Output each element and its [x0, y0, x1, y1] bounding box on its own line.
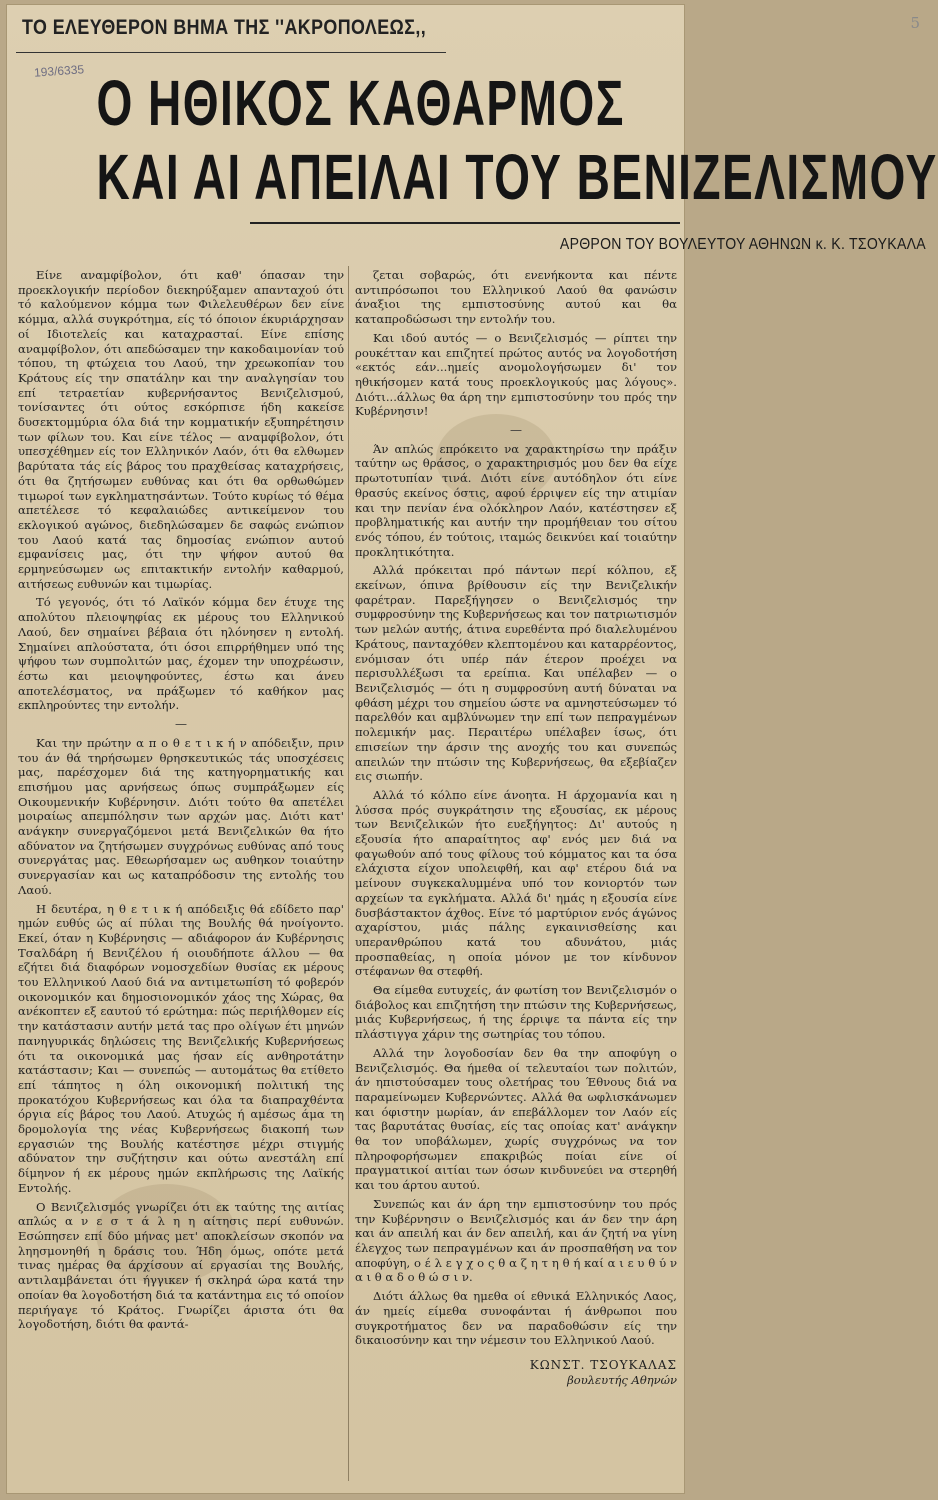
- section-kicker: ΤΟ ΕΛΕΥΘΕΡΟΝ ΒΗΜΑ ΤΗΣ ''ΑΚΡΟΠΟΛΕΩΣ,,: [22, 16, 427, 39]
- headline-line-2: ΚΑΙ ΑΙ ΑΠΕΙΛΑΙ ΤΟΥ ΒΕΝΙΖΕΛΙΣΜΟΥ: [96, 141, 938, 213]
- headline-rule: [250, 222, 680, 224]
- paragraph: Αλλά την λογοδοσίαν δεν θα την αποφύγη ο Βενιζελισμός. Θα ήμεθα οί τελευταίοι των πολιτών, άν ηπιστούσαμεν τους ολετήρας του Έθνους διά να παραμείνωμεν Κυβερνώντες. Αλλά θα ωφλισκάνωμεν και όφιστην μωρίαν, άν επεβάλλομεν τον Λαόν είς τας βαρυτάτας θυσίας, είς τας οποίας κατ' ανάγκην θα τον υποβάλωμεν, χωρίς συγχρόνως να τον πληροφορήσωμεν επακριβώς ποίαι είνε οί πραγματικοί αιτίαι των όσων κινδυνεύει να στερηθή και του άρτου αυτού.: [355, 1045, 677, 1193]
- paragraph: Ο Βενιζελισμός γνωρίζει ότι εκ ταύτης της αιτίας απλώς α ν ε σ τ ά λ η η αίτησις περί ευθυνών. Εσώπησεν επί δύο μήνας μετ' αποκλείσων σκοπόν να ληησμονηθή η δράσις του. Ήδη όμως, οπότε μετά τινας ημέρας θα άρχίσουν αί εργασίαι της Βουλής, αντιλαμβάνεται ότι ήγγικεν ή σκληρά ώρα κατά την οποίαν θα λογοδοτήση διά τα κατάντημα εις τό οποίον περιήγαγε τό Κράτος. Γνωρίζει άριστα ότι θα λογοδοτήση, διότι θα φαντά-: [18, 1199, 344, 1332]
- page-number: 5: [910, 14, 920, 32]
- section-separator: —: [175, 717, 187, 732]
- column-divider: [348, 266, 349, 1481]
- section-separator: —: [510, 423, 522, 438]
- kicker-underline: [16, 52, 446, 53]
- paragraph: Θα είμεθα ευτυχείς, άν φωτίση τον Βενιζελισμόν ο διάβολος και επιζητήση την πτώσιν της Κυβερνήσεως, μιάς Κυβερνήσεως, ή της έρριψε τα πάντα είς την πλάστιγγα χάριν της σωτηρίας του τόπου.: [355, 983, 677, 1042]
- byline: ΑΡΘΡΟΝ ΤΟΥ ΒΟΥΛΕΥΤΟΥ ΑΘΗΝΩΝ κ. Κ. ΤΣΟΥΚΑΛΑ: [559, 236, 926, 253]
- paragraph: Αλλά τό κόλπο είνε άνοητα. Η άρχομανία και η λύσσα πρός συγκράτησιν της εξουσίας, εκ μέρους των Βενιζελικών ήτο ευεξήγητος: Δι' αυτούς η εξουσία ήτο απαραίτητος αφ' ενός μεν διά να φαγωθούν από τους φίλους τού κόμματος και τα όσα ελάχιστα είχον υπολειφθή, και αφ' ετέρου διά να μείνουν συγκεκαλυμμένα υπό τον κονιορτόν των αρχείων τα εγκλήματα. Αλλά δι' ημάς η εξουσία είνε δυσβάστακτον άχθος. Είνε τό μαρτύριον ενός άγώνος αχαρίστου, μιάς πάλης εγκαινισθείσης και υπερανθρώπου κατά του αδυνάτου, μιάς προσπαθείας, η οποία μόνον με τον κίνδυνον στέφανων θα στεφθή.: [355, 787, 677, 979]
- paragraph: Αλλά πρόκειται πρό πάντων περί κόλπου, εξ εκείνων, όπινα βρίθουσιν είς την Βενιζελικήν φαρέτραν. Παρεξήγησεν ο Βενιζελισμός την συμφροσύνην της Κυβερνήσεως και τον πατριωτισμόν των μελών αυτής, άτινα ευρεθέντα πρό διαλελυμένου Κράτους, πανταχόθεν κλεπτομένου και καταρρέοντος, ενόμισαν ότι υπέρ πάν έτερον προέχει να περισυλλέξωσι τα ερείπια. Και υπέλαβεν — ο Βενιζελισμός — ότι η συμφροσύνη αυτή δύναται να φθάση μέχρι του σημείου ώστε να αμνηστεύσωμεν τό παρελθόν και αμβλύνωμεν την επί των πεπραγμένων πολεμικήν μας. Περαιτέρω υπέλαβεν ίσως, ότι επισείων την άρσιν της ανοχής του και συνεπώς απειλών την πτώσιν της Κυβερνήσεως, θα εξεβίαζεν εις σιωπήν.: [355, 563, 677, 784]
- paragraph: Άν απλώς επρόκειτο να χαρακτηρίσω την πράξιν ταύτην ως θράσος, ο χαρακτηρισμός μου δεν θα είχε πρωτοτυπίαν τινά. Διότι είνε αυτόδηλον ότι είνε θρασύς εκείνος όστις, αφού έρριψεν είς την ατιμίαν και την πενίαν ένα ολόκληρον Λαόν, κατέστησεν εξ προβληματικής και αυτήν την προμήθειαν του σίτου ενός τόπου, έν τούτοις, ιταμώς δεικνύει καί τοιαύτην προκλητικότητα.: [355, 441, 677, 559]
- paragraph: Η δευτέρα, η θ ε τ ι κ ή απόδειξις θά εδίδετο παρ' ημών ευθύς ώς αί πύλαι της Βουλής θά ηνοίγοντο. Εκεί, όταν η Κυβέρνησις — αδιάφορον άν Κυβέρνησις Τσαλδάρη ή Βενιζέλου ή οιουδήποτε άλλου — θα εζήτει διά διαφόρων νομοσχεδίων θυσίας εκ μέρους του Ελληνικού Λαού διά να αντιμετωπίση τό φοβερόν οικονομικόν και δημοσιονομικόν χάος της Χώρας, θα ανέκοπτεν εξ εαυτού τό ερώτημα: πώς περιήλθομεν είς την κατάστασιν αυτήν μετά τας προ ολίγων έτι μηνών πανηγυρικάς δηλώσεις της Βενιζελικής Κυβερνήσεως ότι τα οικονομικά μας ήσαν είς ανθηροτάτην κατάστασιν; Και — συνεπώς — αυτομάτως θα ετίθετο επί τάπητος η όλη οικονομική πολιτική της προκατόχου Κυβερνήσεως και όλα τα διαπραχθέντα όργια είς βάρος του Λαού. Ατυχώς ή αμέσως άμα τη δρομολογία της νέας Κυβερνήσεως διακοπή των εργασιών της Βουλής κατέστησε μέχρι στιγμής αδύνατον την συζήτησιν και ούτω ανεστάλη επί δίμηνον ή εκ μέρους ημών εκπλήρωσις της Λαϊκής Εντολής.: [18, 901, 344, 1195]
- paragraph: Και ιδού αυτός — ο Βενιζελισμός — ρίπτει την ρουκέτταν και επιζητεί πρώτος αυτός να λογοδοτήση «εκτός εάν...ημείς ανομολογήσωμεν δι' τον ηθικήσομεν κατά τους προεκλογικούς μας λόγους». Διότι...άλλως θα άρη την εμπιστοσύνην του πρός την Κυβέρνησιν!: [355, 330, 677, 419]
- paragraph: Είνε αναμφίβολον, ότι καθ' όπασαν την προεκλογικήν περίοδον διεκηρύξαμεν απανταχού ότι τό καλούμενον κόμμα των Φιλελευθέρων δεν είνε κόμμα, αλλά συγκρότημα, είς τό όποιον έκυριάρχησαν οί Ιδιοτελείς και καταχρασταί. Είνε επίσης αναμφίβολον, ότι απεδώσαμεν την κακοδαιμονίαν τού τόπου, τη φτώχεια του Λαού, την χρεωκοπίαν του Κράτους είς την σπατάλην και την αναλγησίαν του επί τετραετίαν κυβερνήσαντος Βενιζελισμού, τονίσαντες ότι ούτος εσκόρπισε ήδη κακείσε δυσεκτομμύρια όλα διά την κομματικήν εξυπηρέτησιν των φίλων του. Και είνε τέλος — αναμφίβολον, ότι υπεσχέθημεν είς τον Ελληνικόν Λαόν, ότι θα ελθωμεν βαρύτατα τάς είς βάρος του πραχθείσας καταχρήσεις, ότι θα ζητήσωμεν ευθύνας και ότι θα ορθωθώμεν τιμωροί των εγκληματησάντων. Τούτο κυρίως τό θέμα απετέλεσε τό κεφαλαιώδες αντικείμενον του εκλογικού αγώνος, διεδηλώσαμεν δε σαφώς ενώπιον του Λαού κατά τας δημοσίας ενώπιον αυτού εμφανίσεις μας, ότι την ψήφον αυτού θα ερμηνεύσωμεν ως επιτακτικήν εντολήν καθαρμού, αιτήσεως ευθυνών και τιμωρίας.: [18, 268, 344, 591]
- archive-number: 193/6335: [33, 62, 85, 80]
- paragraph: Συνεπώς και άν άρη την εμπιστοσύνην του πρός την Κυβέρνησιν ο Βενιζελισμός και άν δεν την άρη και άν απειλή και άν δεν απειλή, και άν ζητή να γίνη έλεγχος των πεπραγμένων και άν προσπαθήση να τον αποφύγη, ο έ λ ε γ χ ο ς θ α ζ η τ η θ ή καί α ι ε υ θ ύ ν α ι θ α δ ο θ ώ σ ι ν.: [355, 1196, 677, 1285]
- author-role: βουλευτής Αθηνών: [567, 1372, 677, 1387]
- paragraph: ζεται σοβαρώς, ότι ενενήκοντα και πέντε αντιπρόσωποι του Ελληνικού Λαού θα φανώσιν άναξιοι της εμπιστοσύνης αυτού και θα καταπροδώσωσι την εντολήν του.: [355, 268, 677, 327]
- left-column: [18, 268, 344, 1336]
- right-column: [355, 268, 677, 1387]
- author-signature: ΚΩΝΣΤ. ΤΣΟΥΚΑΛΑΣ: [529, 1357, 677, 1372]
- paragraph: Τό γεγονός, ότι τό Λαϊκόν κόμμα δεν έτυχε της απολύτου πλειοψηφίας εκ μέρους του Ελληνικού Λαού, δεν σημαίνει βέβαια ότι ηλόνησεν η εντολή. Σημαίνει απλούστατα, ότι όσοι επιρρήθημεν υπό της ψήφου των συμπολιτών μας, έχομεν την υποχρέωσιν, έστω και μειοψηφούντες, έστω και άνευ αποτελέσματος, να πράξωμεν τό καθήκον μας εκπληρούντες την εντολήν.: [18, 595, 344, 713]
- paragraph: Και την πρώτην α π ο θ ε τ ι κ ή ν απόδειξιν, πριν του άν θά τηρήσωμεν θρησκευτικώς τάς υποσχέσεις μας, παρέσχομεν διά της κατηγορηματικής και επισήμου μας αρνήσεως όπως συμπράξωμεν είς Οικουμενικήν Κυβέρνησιν. Διότι τούτο θα απετέλει μοιραίως απεμπόλησιν των αρχών μας. Διότι κατ' ανάγκην συνεργαζόμενοι μετά Βενιζελικών θα ήτο αδύνατον να ζητήσωμεν συγχρόνως ευθύνας από τους συνεργάτας μας. Εθεωρήσαμεν ως αυθηκον τοιαύτην συνεργασίαν και ως καταπρόδοσιν της εντολής του Λαού.: [18, 735, 344, 897]
- headline-line-1: Ο ΗΘΙΚΟΣ ΚΑΘΑΡΜΟΣ: [96, 67, 625, 139]
- paragraph: Διότι άλλως θα ημεθα οί εθνικά Ελληνικός Λαος, άν ημείς είμεθα συνοφάνται ή άνθρωποι που συγκροτήματος δεν να παραδοθώσιν είς την δικαιοσύνην και την νέμεσιν του Ελληνικού Λαού.: [355, 1289, 677, 1348]
